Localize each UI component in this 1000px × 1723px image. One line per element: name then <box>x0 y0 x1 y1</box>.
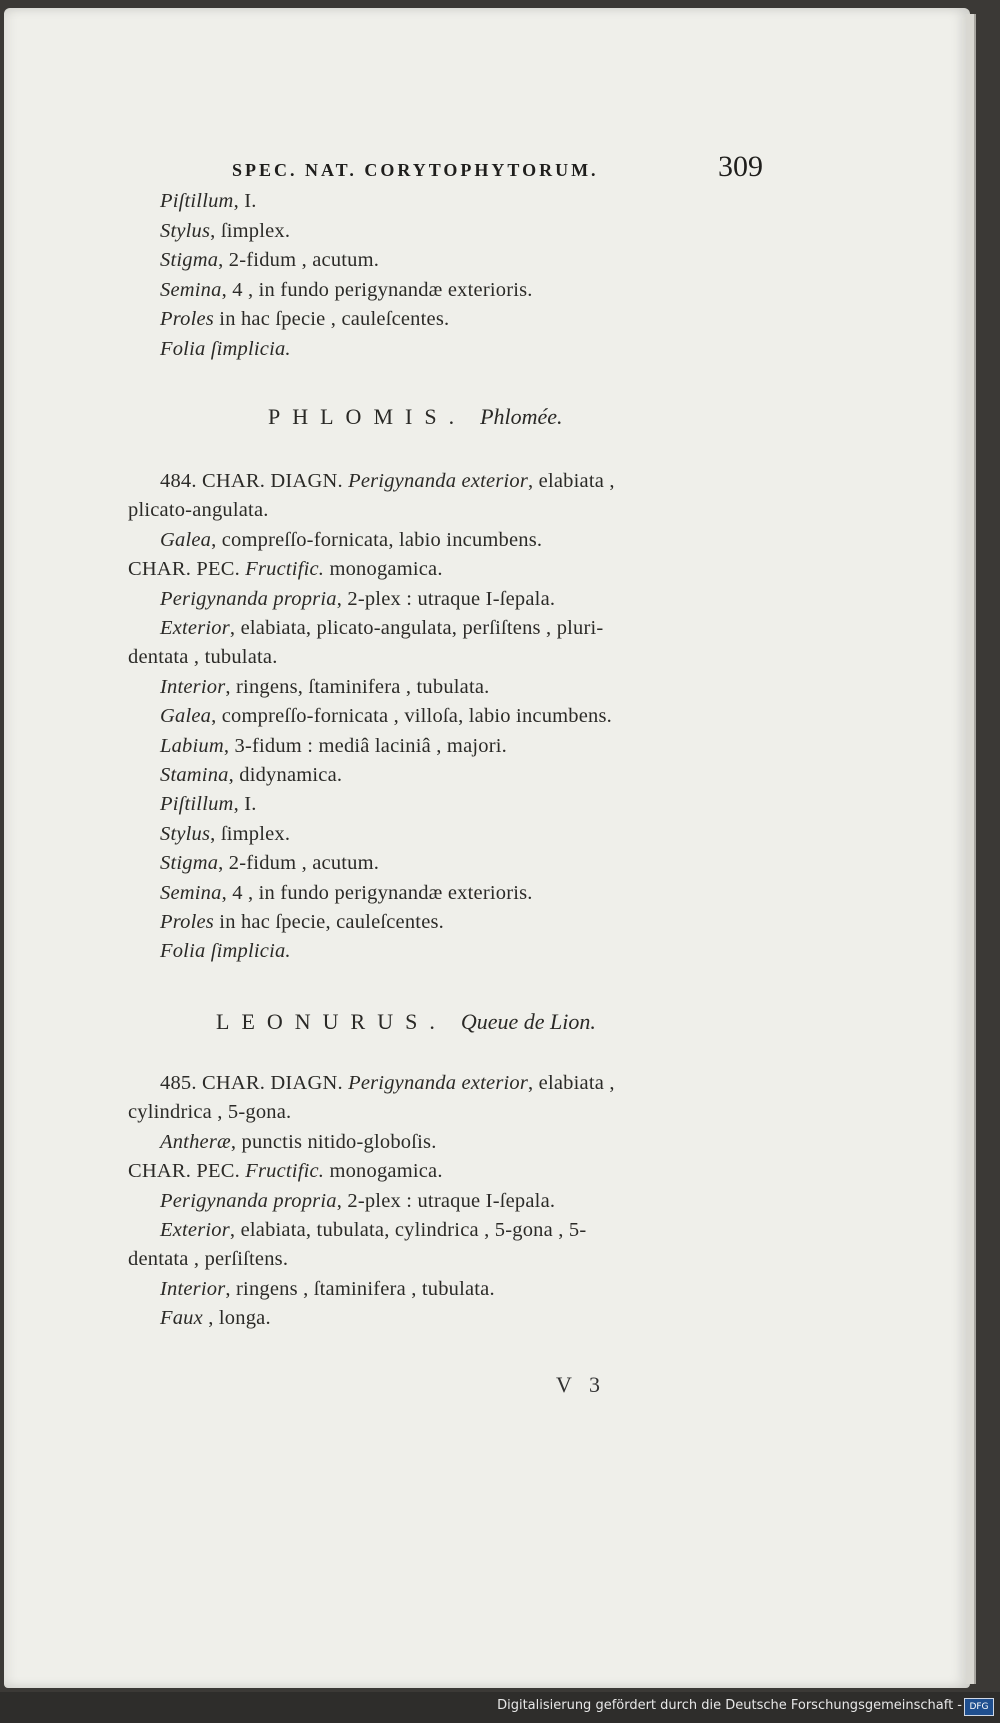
line-text: cylindrica , 5-gona. <box>128 1101 292 1124</box>
text-line <box>128 1101 291 1124</box>
text-line <box>160 1307 271 1330</box>
text-line <box>160 823 290 846</box>
line-text: , elabiata, plicato-angulata, perſiſtens , pluri- <box>229 617 604 639</box>
line-text: , ringens , ſtaminifera , tubulata. <box>225 1277 495 1300</box>
italic-term: Stamina <box>160 764 229 786</box>
italic-term: Exterior <box>160 1219 230 1241</box>
vernacular-name: Phlomée. <box>480 404 563 429</box>
genus-name: PHLOMIS. <box>268 404 467 429</box>
italic-term: Stylus <box>160 822 211 845</box>
page-number: 309 <box>718 150 763 183</box>
text-line <box>160 1219 586 1242</box>
genus-heading-phlomis <box>268 404 563 430</box>
italic-term: Antheræ <box>160 1130 231 1153</box>
line-text: , compreſſo-fornicata , villoſa, labio incumbens. <box>211 705 613 728</box>
text-line <box>160 220 290 243</box>
text-line <box>128 646 278 669</box>
line-prefix: 484. CHAR. DIAGN. <box>160 470 349 492</box>
text-line <box>160 1278 495 1301</box>
italic-term: Fructific. <box>245 1160 325 1183</box>
line-text: dentata , perſiſtens. <box>128 1248 289 1271</box>
italic-term: Labium <box>160 734 224 757</box>
italic-term: Faux <box>160 1307 203 1330</box>
line-text: plicato-angulata. <box>128 499 269 522</box>
text-line <box>128 1160 443 1183</box>
line-text: , didynamica. <box>228 764 343 786</box>
italic-term: Stigma <box>160 852 219 875</box>
signature-mark: V 3 <box>556 1372 606 1397</box>
italic-term: Galea <box>160 528 212 551</box>
text-line <box>160 1190 555 1213</box>
italic-term: Semina <box>160 881 222 904</box>
italic-term: Interior <box>160 675 226 698</box>
text-line <box>160 470 615 493</box>
text-line <box>160 793 257 816</box>
line-text: , compreſſo-fornicata, labio incumbens. <box>211 528 543 551</box>
text-line <box>160 588 555 611</box>
line-text: , 2-plex : utraque I-ſepala. <box>336 587 556 610</box>
line-text: in hac ſpecie , cauleſcentes. <box>213 308 450 330</box>
italic-term: Proles <box>160 308 214 330</box>
genus-name: LEONURUS. <box>216 1009 447 1034</box>
italic-term: Perigynanda propria <box>160 587 337 610</box>
line-text: , 2-plex : utraque I-ſepala. <box>336 1189 556 1212</box>
line-text: dentata , tubulata. <box>128 646 278 669</box>
line-text: in hac ſpecie, cauleſcentes. <box>213 911 445 933</box>
italic-term: Galea <box>160 705 212 728</box>
page-edge <box>966 14 976 1684</box>
text-line <box>160 529 542 552</box>
text-line <box>160 249 379 272</box>
italic-term: Interior <box>160 1277 226 1300</box>
line-text: , elabiata , <box>528 470 615 492</box>
text-line <box>160 1072 615 1095</box>
line-text: , 2-fidum , acutum. <box>218 249 380 271</box>
text-line <box>128 558 443 581</box>
line-text: , elabiata , <box>528 1072 615 1094</box>
line-text: , ringens, ſtaminifera , tubulata. <box>225 675 490 698</box>
text-line <box>160 940 291 963</box>
line-text: , elabiata, tubulata, cylindrica , 5-gona , 5- <box>229 1219 587 1241</box>
text-line <box>160 308 449 331</box>
italic-term: Exterior <box>160 617 230 639</box>
vernacular-name: Queue de Lion. <box>460 1009 596 1034</box>
text-line <box>128 1248 288 1271</box>
text-line <box>160 617 603 640</box>
running-head: SPEC. NAT. CORYTOPHYTORUM. <box>232 160 599 180</box>
italic-term: Fructific. <box>245 558 325 581</box>
italic-term: Perigynanda propria <box>160 1189 337 1212</box>
text-line <box>128 499 269 522</box>
italic-term: Piſtillum <box>160 793 234 816</box>
line-text: , 2-fidum , acutum. <box>218 852 380 875</box>
italic-term: Folia ſimplicia. <box>160 337 291 360</box>
line-text: , longa. <box>202 1307 271 1330</box>
line-prefix: CHAR. PEC. <box>128 1160 246 1183</box>
text-line <box>160 764 342 787</box>
text-line <box>160 676 490 699</box>
italic-term: Stylus <box>160 219 211 242</box>
line-text: , punctis nitido-globoſis. <box>230 1130 437 1153</box>
text-line <box>160 1131 437 1154</box>
text-line <box>160 852 379 875</box>
text-line <box>160 338 291 361</box>
line-prefix: 485. CHAR. DIAGN. <box>160 1072 349 1094</box>
italic-term: Proles <box>160 911 214 933</box>
line-text: , ſimplex. <box>210 219 291 242</box>
line-text: , 4 , in fundo perigynandæ exterioris. <box>221 881 533 904</box>
line-text: , I. <box>233 190 257 212</box>
footer-bar <box>0 1692 1000 1723</box>
line-text: , 3-fidum : mediâ laciniâ , majori. <box>223 734 507 757</box>
italic-term: Perigynanda exterior <box>348 1072 529 1094</box>
line-text: , 4 , in fundo perigynandæ exterioris. <box>221 278 533 301</box>
dfg-logo-icon: DFG <box>964 1698 994 1716</box>
text-line <box>160 735 507 758</box>
italic-term: Stigma <box>160 249 219 271</box>
genus-heading-leonurus <box>216 1009 596 1035</box>
italic-term: Perigynanda exterior <box>348 470 529 492</box>
text-line <box>160 705 612 728</box>
text-line <box>160 190 257 213</box>
text-line <box>160 882 533 905</box>
line-prefix: CHAR. PEC. <box>128 558 246 581</box>
text-line <box>160 279 533 302</box>
italic-term: Semina <box>160 278 222 301</box>
book-page <box>4 8 970 1688</box>
line-text: , I. <box>233 793 257 816</box>
line-text: monogamica. <box>324 558 443 581</box>
line-text: , ſimplex. <box>210 822 291 845</box>
footer-credit: Digitalisierung gefördert durch die Deutsche Forschungsgemeinschaft - <box>497 1698 962 1713</box>
italic-term: Folia ſimplicia. <box>160 940 291 963</box>
italic-term: Piſtillum <box>160 190 234 212</box>
text-line <box>160 911 444 934</box>
line-text: monogamica. <box>324 1160 443 1183</box>
